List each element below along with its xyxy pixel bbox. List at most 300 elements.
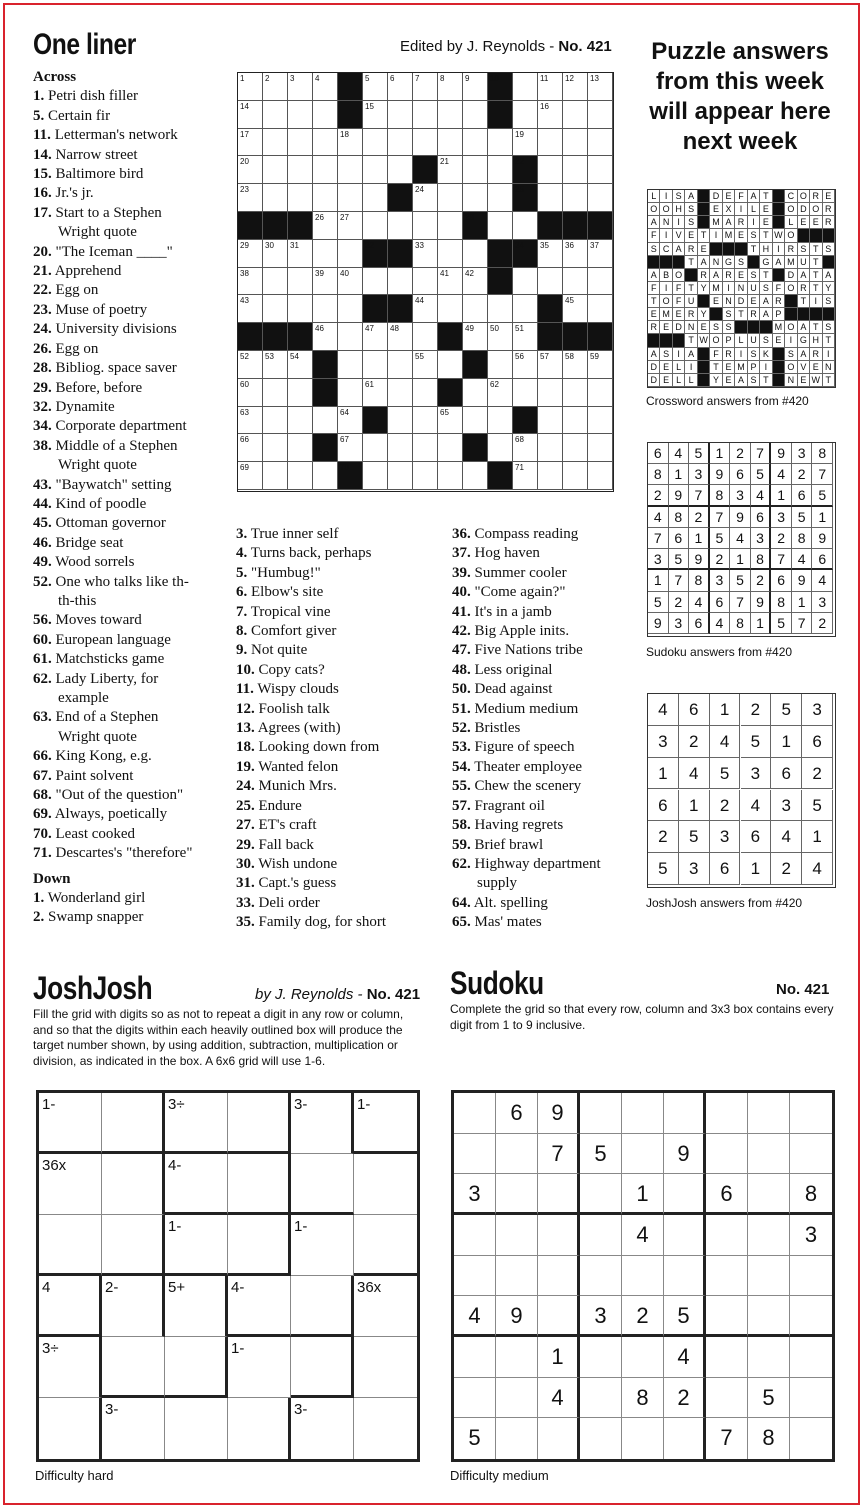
crossword-cell[interactable] [588,462,613,490]
crossword-cell[interactable] [413,434,438,462]
sudoku-cell[interactable] [496,1378,538,1419]
crossword-cell[interactable] [338,295,363,323]
crossword-cell[interactable] [513,379,538,407]
joshjosh-cell[interactable] [165,1337,228,1398]
crossword-cell[interactable]: 33 [413,240,438,268]
crossword-cell[interactable] [438,240,463,268]
sudoku-cell[interactable] [538,1174,580,1215]
crossword-cell[interactable]: 2 [263,73,288,101]
sudoku-cell[interactable] [706,1093,748,1134]
crossword-cell[interactable]: 35 [538,240,563,268]
joshjosh-cell[interactable] [354,1215,417,1276]
joshjosh-cell[interactable] [39,1154,102,1215]
crossword-cell[interactable]: 16 [538,101,563,129]
crossword-cell[interactable] [538,434,563,462]
crossword-cell[interactable]: 52 [238,351,263,379]
sudoku-cell[interactable] [790,1093,832,1134]
crossword-cell[interactable] [538,268,563,296]
crossword-cell[interactable]: 55 [413,351,438,379]
answer-letter: T [685,256,697,269]
crossword-cell[interactable] [363,212,388,240]
joshjosh-cell[interactable] [39,1398,102,1459]
joshjosh-cell[interactable] [228,1337,291,1398]
crossword-cell[interactable] [413,101,438,129]
sudoku-cell[interactable] [748,1174,790,1215]
crossword-cell[interactable]: 26 [313,212,338,240]
sudoku-cell[interactable] [580,1215,622,1256]
joshjosh-cell[interactable] [39,1337,102,1398]
crossword-cell[interactable]: 38 [238,268,263,296]
crossword-cell[interactable] [463,129,488,157]
crossword-cell[interactable] [563,434,588,462]
crossword-cell[interactable] [263,156,288,184]
crossword-cell[interactable] [488,184,513,212]
crossword-cell[interactable] [588,156,613,184]
sudoku-cell[interactable] [706,1256,748,1297]
joshjosh-cell[interactable] [354,1154,417,1215]
joshjosh-cell[interactable] [291,1276,354,1337]
sudoku-cell[interactable] [622,1256,664,1297]
joshjosh-cell[interactable] [354,1337,417,1398]
crossword-cell[interactable] [288,434,313,462]
crossword-cell[interactable] [563,407,588,435]
sudoku-cell[interactable] [748,1337,790,1378]
crossword-cell[interactable] [588,101,613,129]
clues-column-2 [236,525,386,933]
sudoku-cell[interactable] [496,1215,538,1256]
crossword-cell[interactable] [488,212,513,240]
crossword-cell[interactable]: 42 [463,268,488,296]
sudoku-given: 5 [454,1418,496,1459]
crossword-cell[interactable]: 47 [363,323,388,351]
joshjosh-cell[interactable] [165,1398,228,1459]
crossword-cell[interactable] [488,156,513,184]
crossword-cell[interactable] [313,462,338,490]
crossword-cell[interactable]: 49 [463,323,488,351]
answer-letter: N [660,216,672,229]
sudoku-cell[interactable] [454,1093,496,1134]
crossword-cell[interactable] [463,295,488,323]
sudoku-cell[interactable] [706,1296,748,1337]
crossword-cell[interactable]: 1 [238,73,263,101]
joshjosh-cell[interactable] [291,1093,354,1154]
sudoku-cell[interactable] [706,1337,748,1378]
crossword-cell[interactable] [388,129,413,157]
sudoku-cell[interactable] [706,1378,748,1419]
sudoku-cell[interactable] [538,1296,580,1337]
crossword-cell[interactable] [513,212,538,240]
crossword-cell[interactable] [313,407,338,435]
crossword-cell[interactable] [338,323,363,351]
sudoku-cell[interactable] [664,1256,706,1297]
crossword-cell[interactable] [413,268,438,296]
crossword-cell[interactable]: 21 [438,156,463,184]
crossword-cell[interactable]: 30 [263,240,288,268]
crossword-cell[interactable] [313,240,338,268]
crossword-cell[interactable] [388,101,413,129]
crossword-cell[interactable]: 36 [563,240,588,268]
sudoku-cell[interactable] [454,1378,496,1419]
crossword-cell[interactable]: 20 [238,156,263,184]
crossword-cell[interactable] [538,129,563,157]
sudoku-cell[interactable] [664,1418,706,1459]
crossword-cell[interactable]: 57 [538,351,563,379]
crossword-cell[interactable] [463,462,488,490]
sudoku-cell[interactable] [706,1134,748,1175]
crossword-cell[interactable] [313,295,338,323]
sudoku-cell[interactable] [790,1256,832,1297]
answer-digit: 3 [741,758,772,790]
crossword-cell[interactable] [288,407,313,435]
crossword-cell[interactable] [563,379,588,407]
crossword-cell[interactable] [413,129,438,157]
crossword-cell[interactable] [313,101,338,129]
crossword-cell[interactable] [438,212,463,240]
crossword-cell[interactable]: 5 [363,73,388,101]
crossword-cell[interactable] [413,407,438,435]
joshjosh-cell[interactable] [165,1215,228,1276]
cage-label: 4- [231,1279,245,1296]
crossword-cell[interactable]: 53 [263,351,288,379]
sudoku-cell[interactable] [454,1337,496,1378]
crossword-cell[interactable]: 60 [238,379,263,407]
joshjosh-cell[interactable] [354,1398,417,1459]
sudoku-cell[interactable] [748,1256,790,1297]
crossword-cell[interactable] [588,184,613,212]
crossword-cell[interactable] [388,379,413,407]
sudoku-cell[interactable] [454,1134,496,1175]
crossword-cell[interactable] [513,268,538,296]
joshjosh-cell[interactable] [228,1398,291,1459]
crossword-cell[interactable] [288,295,313,323]
crossword-cell[interactable] [338,156,363,184]
sudoku-cell[interactable] [790,1134,832,1175]
answer-digit: 4 [669,443,690,464]
sudoku-cell[interactable] [790,1337,832,1378]
sudoku-cell[interactable] [622,1418,664,1459]
crossword-cell[interactable]: 27 [338,212,363,240]
crossword-cell[interactable] [263,268,288,296]
crossword-cell[interactable]: 11 [538,73,563,101]
crossword-cell[interactable]: 62 [488,379,513,407]
crossword-cell[interactable] [363,129,388,157]
crossword-cell[interactable]: 6 [388,73,413,101]
crossword-cell[interactable] [388,351,413,379]
sudoku-cell[interactable] [748,1134,790,1175]
crossword-cell[interactable] [463,407,488,435]
joshjosh-cell[interactable] [39,1093,102,1154]
sudoku-cell[interactable] [622,1134,664,1175]
sudoku-cell[interactable] [622,1337,664,1378]
joshjosh-cell[interactable] [102,1093,165,1154]
joshjosh-cell[interactable] [102,1337,165,1398]
clue-number: 13. [236,720,255,737]
crossword-cell[interactable] [513,295,538,323]
crossword-cell[interactable]: 51 [513,323,538,351]
crossword-cell[interactable] [538,407,563,435]
crossword-cell[interactable] [363,184,388,212]
clue-text: Petri dish filler [48,88,138,105]
sudoku-cell[interactable] [664,1215,706,1256]
crossword-cell[interactable] [388,407,413,435]
crossword-cell[interactable] [263,184,288,212]
sudoku-cell[interactable] [790,1418,832,1459]
sudoku-cell[interactable] [496,1256,538,1297]
crossword-cell[interactable]: 58 [563,351,588,379]
crossword-cell[interactable] [438,351,463,379]
crossword-cell[interactable] [438,434,463,462]
sudoku-cell[interactable] [622,1093,664,1134]
crossword-cell[interactable]: 59 [588,351,613,379]
crossword-cell[interactable] [338,351,363,379]
crossword-cell[interactable] [563,184,588,212]
crossword-cell[interactable]: 31 [288,240,313,268]
crossword-cell[interactable] [563,156,588,184]
crossword-cell[interactable] [288,379,313,407]
crossword-cell[interactable] [413,462,438,490]
answer-letter: L [673,361,685,374]
clue-number: 5. [33,107,45,124]
crossword-cell[interactable] [388,434,413,462]
sudoku-cell[interactable] [580,1256,622,1297]
answer-letter: L [685,374,697,387]
crossword-cell[interactable] [438,101,463,129]
crossword-cell[interactable]: 14 [238,101,263,129]
crossword-cell[interactable]: 65 [438,407,463,435]
joshjosh-cell[interactable] [291,1215,354,1276]
crossword-cell[interactable]: 46 [313,323,338,351]
crossword-cell[interactable]: 7 [413,73,438,101]
sudoku-cell[interactable] [664,1174,706,1215]
sudoku-cell[interactable] [496,1337,538,1378]
crossword-cell[interactable] [288,129,313,157]
joshjosh-cell[interactable] [291,1154,354,1215]
crossword-cell[interactable]: 68 [513,434,538,462]
crossword-cell[interactable]: 50 [488,323,513,351]
crossword-cell[interactable] [488,351,513,379]
joshjosh-cell[interactable] [228,1154,291,1215]
joshjosh-cell[interactable] [291,1337,354,1398]
sudoku-cell[interactable] [706,1215,748,1256]
crossword-cell[interactable] [588,434,613,462]
crossword-cell[interactable] [438,462,463,490]
crossword-cell[interactable]: 39 [313,268,338,296]
sudoku-cell[interactable] [538,1256,580,1297]
sudoku-cell[interactable] [454,1256,496,1297]
crossword-cell[interactable] [463,101,488,129]
joshjosh-cell[interactable] [354,1093,417,1154]
sudoku-cell[interactable] [580,1174,622,1215]
crossword-cell[interactable] [263,379,288,407]
crossword-cell[interactable] [563,129,588,157]
sudoku-cell[interactable] [790,1296,832,1337]
crossword-cell[interactable] [313,156,338,184]
crossword-cell[interactable] [488,434,513,462]
answer-letter: A [648,216,660,229]
crossword-cell[interactable] [463,156,488,184]
crossword-cell[interactable] [363,462,388,490]
crossword-cell[interactable] [288,268,313,296]
crossword-cell[interactable] [588,379,613,407]
sudoku-cell[interactable] [454,1215,496,1256]
clue-number: 69. [33,806,52,823]
crossword-cell[interactable] [388,212,413,240]
crossword-cell[interactable] [338,240,363,268]
crossword-cell[interactable] [513,101,538,129]
crossword-cell[interactable]: 15 [363,101,388,129]
crossword-cell[interactable] [313,129,338,157]
crossword-cell[interactable] [513,73,538,101]
sudoku-cell[interactable] [748,1093,790,1134]
crossword-cell[interactable]: 56 [513,351,538,379]
crossword-cell[interactable] [538,379,563,407]
crossword-cell[interactable]: 63 [238,407,263,435]
crossword-cell[interactable]: 41 [438,268,463,296]
joshjosh-cell[interactable] [354,1276,417,1337]
crossword-cell[interactable] [413,212,438,240]
crossword-cell[interactable] [588,295,613,323]
crossword-cell[interactable]: 54 [288,351,313,379]
crossword-cell[interactable] [388,462,413,490]
crossword-cell[interactable]: 4 [313,73,338,101]
down-clue [452,758,601,777]
crossword-cell[interactable]: 29 [238,240,263,268]
answer-digit: 1 [669,464,690,485]
crossword-cell[interactable] [363,351,388,379]
crossword-cell[interactable] [263,295,288,323]
answer-letter: O [710,334,722,347]
sudoku-cell[interactable] [496,1134,538,1175]
crossword-cell[interactable] [288,184,313,212]
sudoku-cell[interactable] [580,1093,622,1134]
joshjosh-cell[interactable] [165,1276,228,1337]
crossword-cell[interactable] [413,323,438,351]
crossword-cell[interactable]: 37 [588,240,613,268]
joshjosh-cell[interactable] [228,1276,291,1337]
crossword-cell[interactable]: 18 [338,129,363,157]
crossword-cell[interactable] [263,462,288,490]
crossword-cell[interactable] [288,462,313,490]
crossword-cell[interactable]: 40 [338,268,363,296]
crossword-cell[interactable] [313,184,338,212]
joshjosh-cell[interactable] [228,1093,291,1154]
crossword-cell[interactable]: 48 [388,323,413,351]
crossword-cell[interactable]: 44 [413,295,438,323]
crossword-cell[interactable]: 24 [413,184,438,212]
crossword-cell[interactable] [563,462,588,490]
sudoku-cell[interactable] [580,1337,622,1378]
crossword-cell[interactable]: 64 [338,407,363,435]
crossword-cell[interactable] [438,295,463,323]
crossword-cell[interactable] [488,407,513,435]
crossword-cell[interactable] [263,407,288,435]
clue-number: 32. [33,398,52,415]
crossword-cell[interactable] [263,434,288,462]
crossword-cell[interactable] [413,379,438,407]
crossword-cell[interactable] [538,156,563,184]
sudoku-cell[interactable] [580,1418,622,1459]
crossword-cell[interactable]: 17 [238,129,263,157]
joshjosh-cell[interactable] [39,1215,102,1276]
cage-label: 4- [168,1157,182,1174]
crossword-cell[interactable]: 12 [563,73,588,101]
crossword-cell[interactable] [463,240,488,268]
crossword-cell[interactable] [588,129,613,157]
crossword-cell[interactable] [488,129,513,157]
sudoku-cell[interactable] [580,1378,622,1419]
crossword-cell[interactable]: 61 [363,379,388,407]
joshjosh-cell[interactable] [102,1154,165,1215]
crossword-cell[interactable]: 3 [288,73,313,101]
crossword-cell[interactable] [588,407,613,435]
crossword-cell[interactable] [338,379,363,407]
crossword-cell[interactable] [463,184,488,212]
joshjosh-cell[interactable] [102,1398,165,1459]
joshjosh-cell[interactable] [165,1154,228,1215]
across-clue [33,146,192,165]
sudoku-cell[interactable] [496,1418,538,1459]
crossword-cell[interactable] [363,268,388,296]
black-square [760,321,772,334]
crossword-cell[interactable] [488,295,513,323]
clue-text: Family dog, for short [258,914,386,931]
crossword-cell[interactable]: 9 [463,73,488,101]
sudoku-cell[interactable] [538,1215,580,1256]
crossword-cell[interactable]: 45 [563,295,588,323]
crossword-cell[interactable] [363,156,388,184]
crossword-cell[interactable] [588,268,613,296]
crossword-cell[interactable] [538,462,563,490]
sudoku-cell[interactable] [748,1215,790,1256]
crossword-cell[interactable]: 8 [438,73,463,101]
joshjosh-cell[interactable] [102,1276,165,1337]
crossword-cell[interactable]: 43 [238,295,263,323]
crossword-cell[interactable] [563,101,588,129]
sudoku-cell[interactable] [496,1174,538,1215]
crossword-cell[interactable] [438,184,463,212]
joshjosh-cell[interactable] [165,1093,228,1154]
crossword-cell[interactable] [288,156,313,184]
sudoku-cell[interactable] [790,1378,832,1419]
sudoku-cell[interactable] [748,1296,790,1337]
joshjosh-cell[interactable] [39,1276,102,1337]
crossword-cell[interactable] [388,268,413,296]
joshjosh-cell[interactable] [228,1215,291,1276]
crossword-cell[interactable]: 13 [588,73,613,101]
sudoku-cell[interactable] [664,1093,706,1134]
joshjosh-cell[interactable] [291,1398,354,1459]
crossword-cell[interactable]: 66 [238,434,263,462]
crossword-cell[interactable]: 69 [238,462,263,490]
crossword-cell[interactable] [363,434,388,462]
crossword-cell[interactable] [388,156,413,184]
crossword-cell[interactable] [263,129,288,157]
down-clue [452,874,601,893]
crossword-cell[interactable] [438,129,463,157]
crossword-cell[interactable] [263,101,288,129]
crossword-cell[interactable] [463,379,488,407]
crossword-cell[interactable] [538,184,563,212]
joshjosh-cell[interactable] [102,1215,165,1276]
crossword-cell[interactable] [288,101,313,129]
crossword-cell[interactable] [563,268,588,296]
sudoku-cell[interactable] [538,1418,580,1459]
crossword-cell[interactable]: 67 [338,434,363,462]
crossword-cell[interactable]: 23 [238,184,263,212]
crossword-cell[interactable]: 71 [513,462,538,490]
crossword-cell[interactable]: 19 [513,129,538,157]
crossword-cell[interactable] [338,184,363,212]
